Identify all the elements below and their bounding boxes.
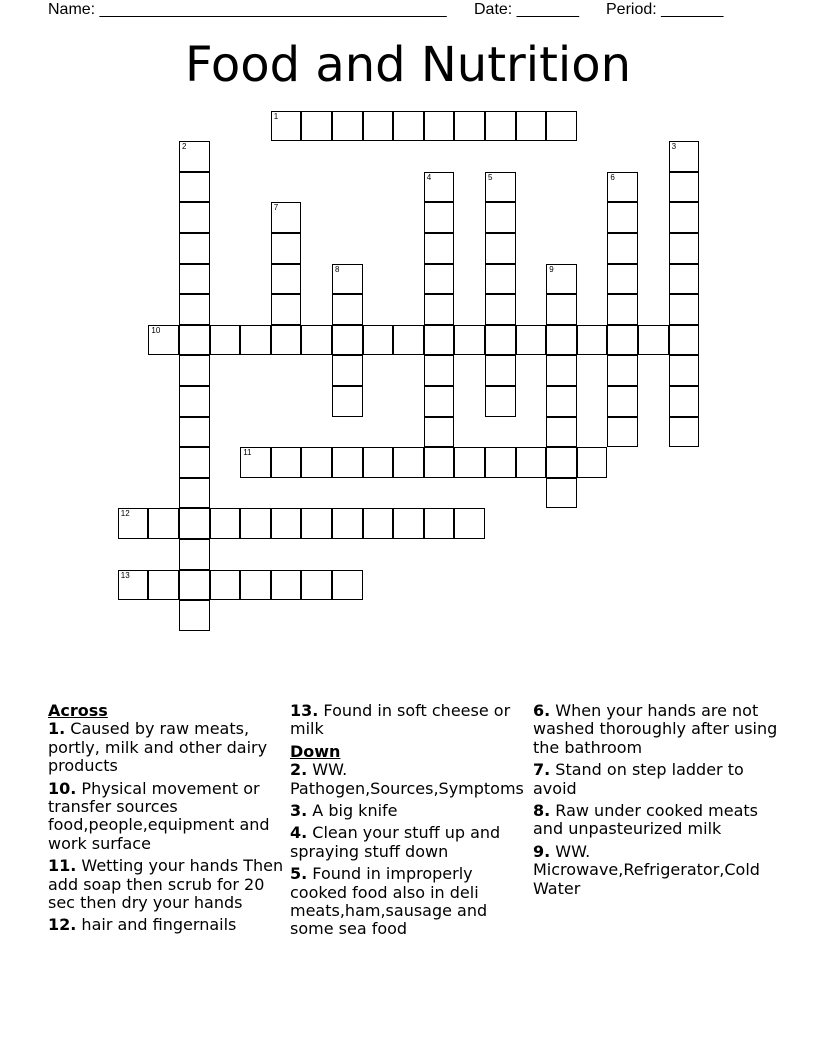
grid-cell[interactable]: [424, 202, 455, 233]
grid-cell[interactable]: [546, 294, 577, 325]
grid-cell[interactable]: [546, 478, 577, 509]
grid-cell[interactable]: [424, 264, 455, 295]
grid-cell[interactable]: [577, 325, 608, 356]
grid-cell[interactable]: [393, 325, 424, 356]
grid-cell[interactable]: [485, 325, 516, 356]
grid-cell[interactable]: [546, 264, 577, 295]
grid-cell[interactable]: [546, 386, 577, 417]
grid-cell[interactable]: [332, 325, 363, 356]
cell-number: 10: [151, 325, 161, 335]
grid-cell[interactable]: [424, 417, 455, 448]
cell-number: 7: [273, 203, 279, 213]
grid-cell[interactable]: [363, 325, 394, 356]
grid-cell[interactable]: [332, 355, 363, 386]
grid-cell[interactable]: [424, 508, 455, 539]
clue-down-8: 8. Raw under cooked meats and unpasteurized milk: [533, 801, 758, 839]
grid-cell[interactable]: [363, 111, 394, 142]
grid-cell[interactable]: [669, 233, 700, 264]
grid-cell[interactable]: [118, 508, 149, 539]
down-heading: Down: [290, 741, 341, 761]
clue-down-7: 7. Stand on step ladder to avoid: [533, 760, 744, 798]
clue-across-11: 11. Wetting your hands Then add soap then scrub for 20 sec then dry your hands: [48, 856, 284, 913]
clue-across-10: 10. Physical movement or transfer sources food,people,equipment and work surface: [48, 778, 270, 853]
grid-cell[interactable]: [271, 294, 302, 325]
grid-cell[interactable]: [118, 570, 149, 601]
grid-cell[interactable]: [363, 447, 394, 478]
grid-cell[interactable]: [210, 508, 241, 539]
grid-cell[interactable]: [240, 447, 271, 478]
grid-cell[interactable]: [669, 417, 700, 448]
grid-cell[interactable]: [546, 325, 577, 356]
grid-cell[interactable]: [393, 111, 424, 142]
grid-cell[interactable]: [210, 570, 241, 601]
clue-down-3: 3. A big knife: [290, 801, 398, 821]
grid-cell[interactable]: [271, 233, 302, 264]
grid-cell[interactable]: [454, 447, 485, 478]
grid-cell[interactable]: [424, 172, 455, 203]
grid-cell[interactable]: [271, 508, 302, 539]
grid-cell[interactable]: [301, 325, 332, 356]
grid-cell[interactable]: [179, 325, 210, 356]
grid-cell[interactable]: [179, 294, 210, 325]
grid-cell[interactable]: [485, 294, 516, 325]
grid-cell[interactable]: [271, 325, 302, 356]
grid-cell[interactable]: [638, 325, 669, 356]
cell-number: 8: [335, 264, 340, 274]
grid-cell[interactable]: [516, 111, 547, 142]
cell-number: 12: [120, 509, 130, 519]
grid-cell[interactable]: [332, 294, 363, 325]
grid-cell[interactable]: [240, 508, 271, 539]
grid-cell[interactable]: [607, 202, 638, 233]
period-field[interactable]: Period: _______: [606, 1, 724, 18]
clue-across-13: 13. Found in soft cheese or milk: [290, 701, 511, 739]
grid-cell[interactable]: [240, 570, 271, 601]
grid-cell[interactable]: [516, 325, 547, 356]
grid-cell[interactable]: [516, 447, 547, 478]
grid-cell[interactable]: [485, 233, 516, 264]
grid-cell[interactable]: [179, 539, 210, 570]
grid-cell[interactable]: [424, 386, 455, 417]
cell-number: 5: [488, 172, 493, 182]
grid-cell[interactable]: [485, 386, 516, 417]
grid-cell[interactable]: [271, 570, 302, 601]
cell-number: 13: [120, 570, 130, 580]
clue-across-12: 12. hair and fingernails: [48, 915, 237, 935]
cell-number: 11: [243, 448, 252, 458]
grid-cell[interactable]: [148, 508, 179, 539]
grid-cell[interactable]: [607, 325, 638, 356]
grid-cell[interactable]: [607, 172, 638, 203]
grid-cell[interactable]: [607, 386, 638, 417]
grid-cell[interactable]: [179, 233, 210, 264]
clue-across-1: 1. Caused by raw meats, portly, milk and other dairy products: [48, 719, 268, 776]
grid-cell[interactable]: [301, 570, 332, 601]
clues-column-3: [533, 702, 778, 902]
grid-cell[interactable]: [424, 355, 455, 386]
grid-cell[interactable]: [271, 447, 302, 478]
grid-cell[interactable]: [271, 264, 302, 295]
grid-cell[interactable]: [669, 386, 700, 417]
grid-cell[interactable]: [485, 355, 516, 386]
grid-cell[interactable]: [546, 447, 577, 478]
grid-cell[interactable]: [210, 325, 241, 356]
grid-cell[interactable]: [454, 111, 485, 142]
grid-cell[interactable]: [301, 508, 332, 539]
grid-cell[interactable]: [179, 478, 210, 509]
grid-cell[interactable]: [424, 294, 455, 325]
grid-cell[interactable]: [301, 447, 332, 478]
grid-cell[interactable]: [179, 386, 210, 417]
grid-cell[interactable]: [271, 111, 302, 142]
grid-cell[interactable]: [669, 141, 700, 172]
grid-cell[interactable]: [485, 264, 516, 295]
grid-cell[interactable]: [393, 447, 424, 478]
grid-cell[interactable]: [454, 325, 485, 356]
cell-number: 9: [549, 264, 554, 274]
clue-down-9: 9. WW. Microwave,Refrigerator,Cold Water: [533, 841, 760, 898]
grid-cell[interactable]: [148, 325, 179, 356]
name-field[interactable]: Name: _______________________________________: [48, 1, 447, 18]
grid-cell[interactable]: [607, 417, 638, 448]
cell-number: 1: [273, 111, 279, 121]
clue-down-6: 6. When your hands are not washed thoroughly after using the bathroom: [533, 701, 778, 757]
grid-cell[interactable]: [179, 172, 210, 203]
grid-cell[interactable]: [332, 508, 363, 539]
grid-cell[interactable]: [179, 570, 210, 601]
grid-cell[interactable]: [485, 202, 516, 233]
grid-cell[interactable]: [485, 111, 516, 142]
grid-cell[interactable]: [607, 355, 638, 386]
grid-cell[interactable]: [179, 600, 210, 631]
grid-cell[interactable]: [424, 233, 455, 264]
grid-cell[interactable]: [485, 447, 516, 478]
clue-down-2: 2. WW. Pathogen,Sources,Symptoms: [290, 760, 524, 798]
grid-cell[interactable]: [454, 508, 485, 539]
cell-number: 4: [426, 172, 432, 182]
grid-cell[interactable]: [179, 417, 210, 448]
grid-cell[interactable]: [669, 172, 700, 203]
grid-cell[interactable]: [669, 325, 700, 356]
grid-cell[interactable]: [179, 202, 210, 233]
across-heading: Across: [48, 701, 108, 720]
grid-cell[interactable]: [669, 355, 700, 386]
grid-cell[interactable]: [179, 355, 210, 386]
grid-cell[interactable]: [424, 447, 455, 478]
grid-cell[interactable]: [607, 264, 638, 295]
grid-cell[interactable]: [179, 141, 210, 172]
grid-cell[interactable]: [546, 111, 577, 142]
grid-cell[interactable]: [485, 172, 516, 203]
grid-cell[interactable]: [179, 508, 210, 539]
grid-cell[interactable]: [332, 111, 363, 142]
grid-cell[interactable]: [271, 202, 302, 233]
grid-cell[interactable]: [669, 202, 700, 233]
grid-cell[interactable]: [148, 570, 179, 601]
grid-cell[interactable]: [546, 355, 577, 386]
cell-number: 6: [610, 172, 615, 182]
grid-cell[interactable]: [332, 264, 363, 295]
grid-cell[interactable]: [363, 508, 394, 539]
page-title: Food and Nutrition: [184, 37, 632, 93]
grid-cell[interactable]: [424, 111, 455, 142]
clue-down-4: 4. Clean your stuff up and spraying stuff down: [290, 823, 501, 861]
grid-cell[interactable]: [240, 325, 271, 356]
grid-cell[interactable]: [546, 417, 577, 448]
grid-cell[interactable]: [332, 570, 363, 601]
date-field[interactable]: Date: _______: [474, 1, 579, 18]
clues-column-1: [48, 702, 284, 939]
grid-cell[interactable]: [332, 447, 363, 478]
grid-cell[interactable]: [669, 294, 700, 325]
grid-cell[interactable]: [179, 264, 210, 295]
clues-column-2: [290, 702, 528, 943]
grid-cell[interactable]: [332, 386, 363, 417]
cell-number: 3: [671, 142, 677, 152]
grid-cell[interactable]: [179, 447, 210, 478]
grid-cell[interactable]: [669, 264, 700, 295]
grid-cell[interactable]: [607, 233, 638, 264]
grid-cell[interactable]: [301, 111, 332, 142]
grid-cell[interactable]: [577, 447, 608, 478]
grid-cell[interactable]: [393, 508, 424, 539]
cell-number: 2: [182, 142, 187, 152]
clue-down-5: 5. Found in improperly cooked food also in deli meats,ham,sausage and some sea food: [290, 864, 488, 939]
grid-cell[interactable]: [607, 294, 638, 325]
grid-cell[interactable]: [424, 325, 455, 356]
